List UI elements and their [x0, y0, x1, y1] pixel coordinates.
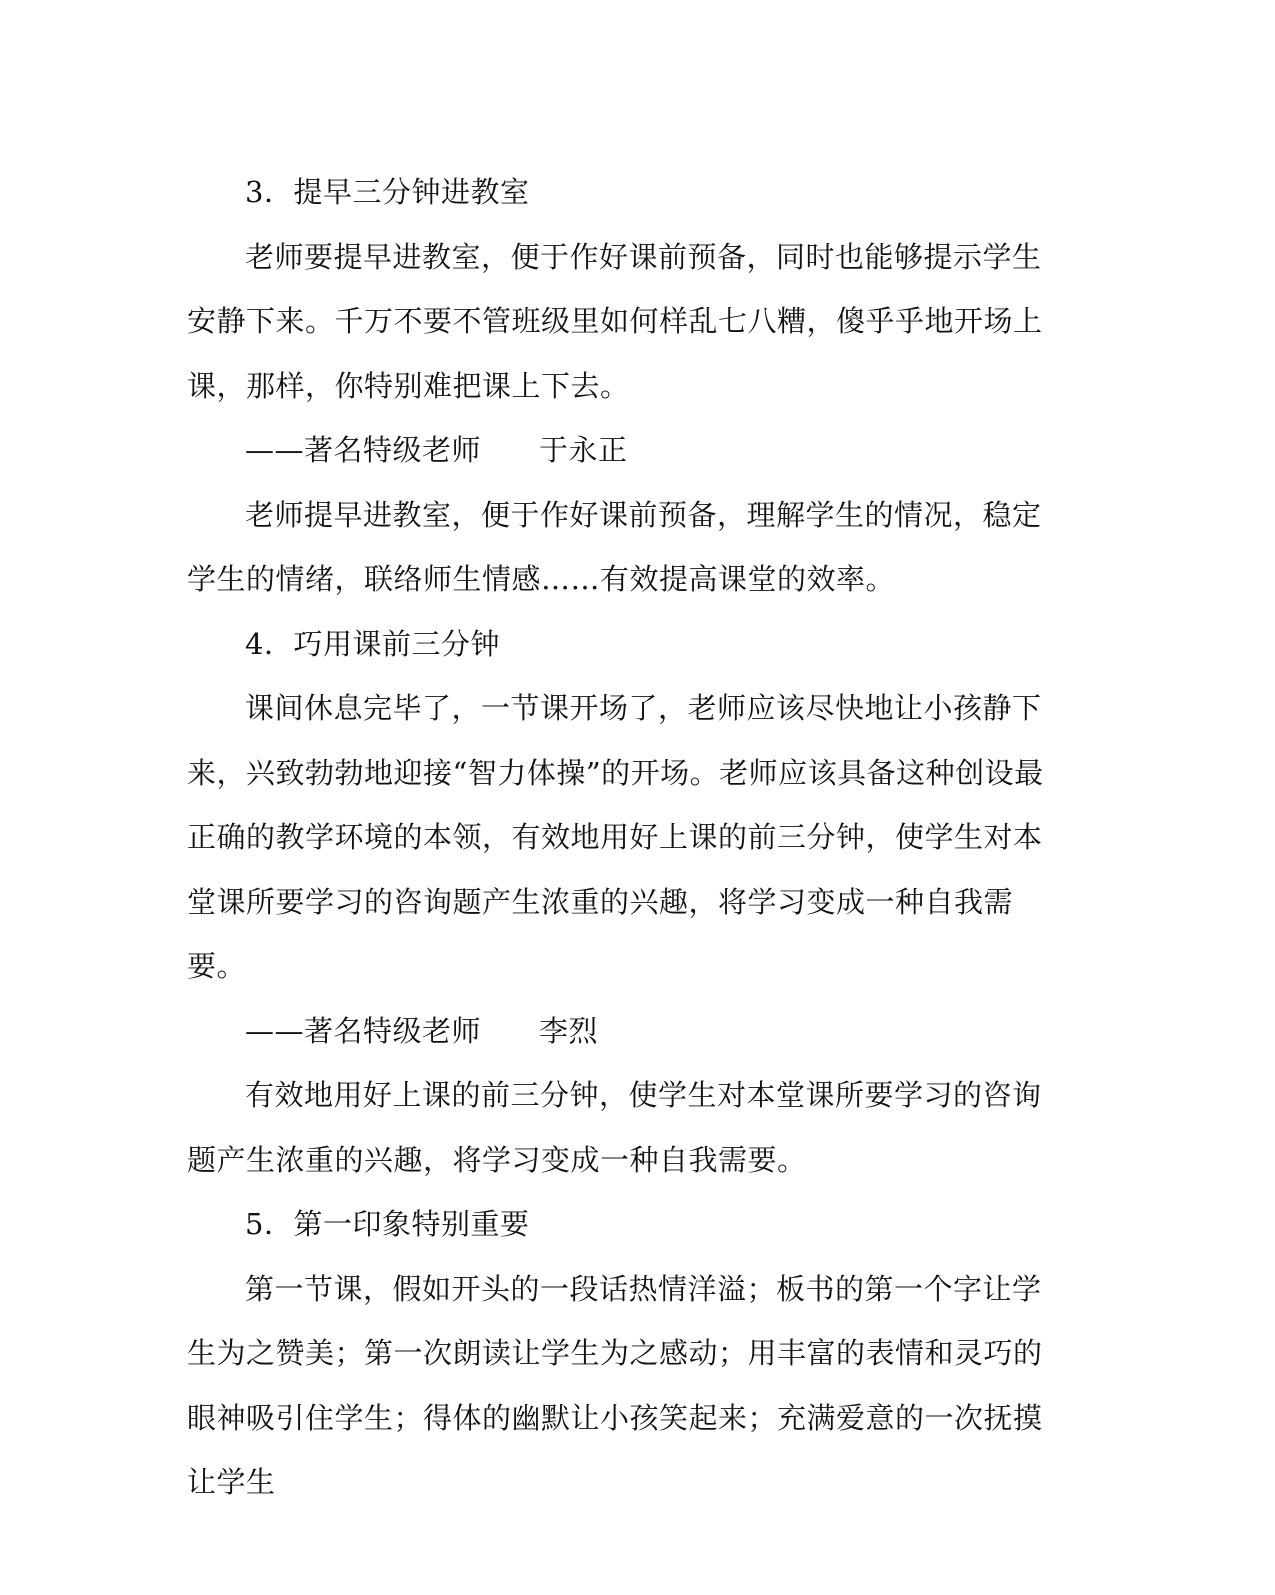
attribution [187, 999, 1067, 1064]
paragraph: 课间休息完毕了，一节课开场了，老师应该尽快地让小孩静下来，兴致勃勃地迎接“智力体操”的开场。老师应该具备这种创设最正确的教学环境的本领，有效地用好上课的前三分钟，使学生对本堂课所要学习的咨询题产生浓重的兴趣，将学习变成一种自我需要。 [187, 691, 1044, 983]
paragraph: 有效地用好上课的前三分钟，使学生对本堂课所要学习的咨询题产生浓重的兴趣，将学习变成一种自我需要。 [187, 1078, 1042, 1177]
paragraph: 第一节课，假如开头的一段话热情洋溢；板书的第一个字让学生为之赞美；第一次朗读让学生为之感动；用丰富的表情和灵巧的眼神吸引住学生；得体的幽默让小孩笑起来；充满爱意的一次抚摸让学生 [187, 1271, 1043, 1499]
attribution-title: ——著名特级老师 [245, 1013, 482, 1048]
attribution-name: 于永正 [539, 433, 628, 467]
section-heading: 5．第一印象特别重要 [245, 1207, 530, 1241]
section-heading: 3．提早三分钟进教室 [245, 175, 530, 209]
attribution-name: 李烈 [539, 1013, 599, 1048]
document-body [187, 160, 1067, 1515]
paragraph: 老师要提早进教室，便于作好课前预备，同时也能够提示学生安静下来。千万不要不管班级里如何样乱七八糟，傻乎乎地开场上课，那样，你特别难把课上下去。 [187, 239, 1043, 403]
section-heading: 4．巧用课前三分钟 [245, 626, 500, 661]
paragraph: 老师提早进教室，便于作好课前预备，理解学生的情况，稳定学生的情绪，联络师生情感……有效提高课堂的效率。 [187, 497, 1042, 596]
attribution-title: ——著名特级老师 [245, 433, 482, 467]
attribution [187, 418, 1067, 483]
